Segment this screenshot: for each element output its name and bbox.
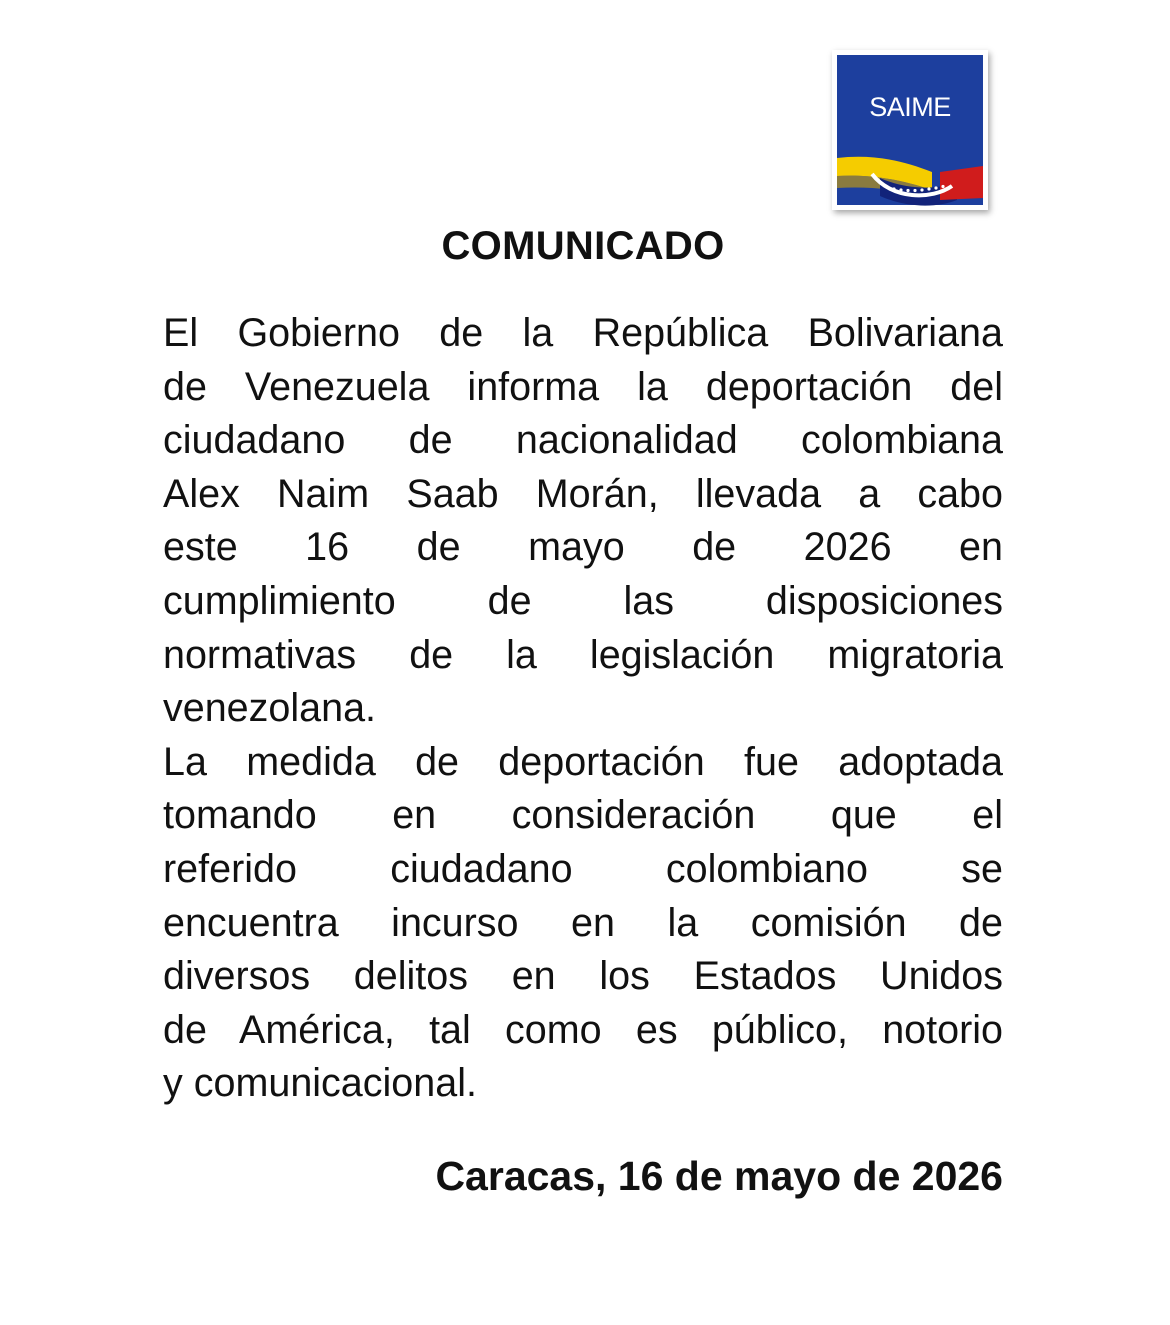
body-line: tomando en consideración que el [163, 793, 1003, 838]
body-line: ciudadano de nacionalidad colombiana [163, 418, 1003, 463]
body-line: diversos delitos en los Estados Unidos [163, 954, 1003, 999]
body-line: encuentra incurso en la comisión de [163, 900, 1003, 945]
document-title: COMUNICADO [441, 224, 725, 268]
logo-text: SAIME [869, 92, 951, 122]
date-line: Caracas, 16 de mayo de 2026 [435, 1153, 1003, 1199]
body-line: de América, tal como es público, notorio [163, 1007, 1003, 1052]
body-line: normativas de la legislación migratoria [163, 632, 1003, 677]
body-line: referido ciudadano colombiano se [163, 846, 1003, 891]
saime-logo-graphic [832, 50, 988, 210]
body-line: venezolana. [163, 686, 377, 731]
body-line: La medida de deportación fue adoptada [163, 739, 1003, 784]
body-line: y comunicacional. [163, 1061, 477, 1106]
body-line: cumplimiento de las disposiciones [163, 578, 1003, 623]
body-line: este 16 de mayo de 2026 en [163, 525, 1003, 570]
body-line: de Venezuela informa la deportación del [163, 364, 1003, 409]
document-body [163, 307, 1003, 1111]
body-line: Alex Naim Saab Morán, llevada a cabo [163, 471, 1003, 516]
body-line: El Gobierno de la República Bolivariana [163, 311, 1003, 355]
saime-logo [832, 50, 988, 210]
